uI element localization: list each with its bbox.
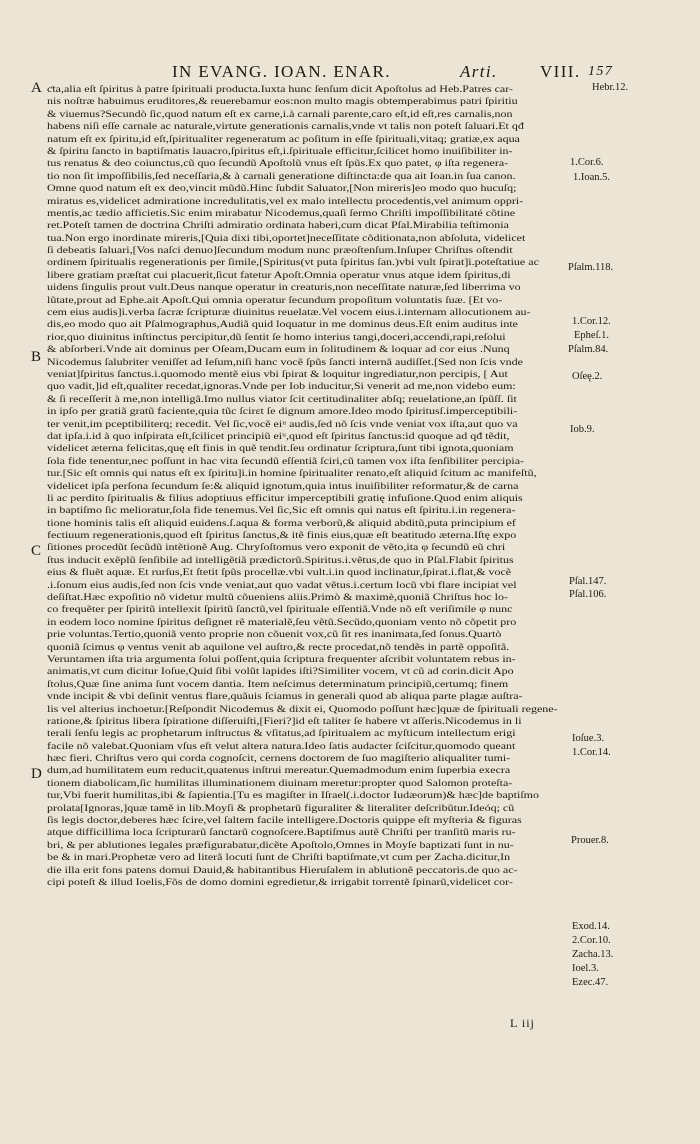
margin-note: Iob.9. — [570, 424, 595, 435]
text-line: in baptiſmo ſic melioratur,ſola fide tenemus.Vel ſic,Sic eſt omnis qui natus eſt ſpiritu.i.in regenera- — [47, 505, 516, 517]
margin-note: Pſalm.118. — [568, 262, 614, 273]
text-line: mentis,ac tædio afficietis.Sic enim mirabatur Nicodemus,quaſi ſermo Chriſti impoſſibilitaté cõtine — [47, 207, 516, 219]
text-line: ſola fide tenentur,nec poſſunt in hac vita ſecundũ eſſentiã ſciri,cũ tamen vox iſta ſenſibiliter percipia- — [47, 455, 525, 467]
text-line: quo vadit,]id eſt,qualiter recedat,ignoras.Vnde per Iob inducitur,Si venerit ad me,non videbo eum: — [47, 381, 516, 393]
running-title: IN EVANG. IOAN. ENAR. — [172, 62, 391, 81]
folio-number: 157 — [588, 64, 614, 79]
text-line: in ipſo per gratiã gratũ faciente,quia tũc ſcirεt ſe dignum amore.Ideo modo ſpiritusſ.imperceptibili- — [47, 406, 518, 418]
margin-note: Pſal.106. — [569, 589, 607, 600]
text-line: ſi debeatis ſaluari,[Vos naſci denuo]ſecundum modum nunc præoſtenſum.Inſuper Chriſtus oſtendit — [47, 245, 513, 257]
text-line: dis,eo modo quo ait Pſalmographus,Audiã quid loquatur in me dominus deus.Eſt enim auditus inte — [47, 319, 518, 331]
margin-note: 1.Cor.12. — [572, 316, 611, 327]
text-line: tur,Vbi fuerit humilitas,ibi & ſapientia.[Tu es magiſter in Iſrael(.i.doctor Iudæorum)& hæc]de baptiſmo — [47, 790, 539, 802]
text-line: deſiſtat.Hæc expoſitio nõ videtur multũ cõueniens aliis.Primò & maximè,quoniã Chriſtus hoc lo- — [47, 592, 508, 604]
text-line: & viuemus?Secundò ſic,quod natum eſt ex carne,i.à carnali parente,caro eſt,id eſt,res carnalis,non — [47, 108, 513, 120]
margin-note: Epheſ.1. — [574, 330, 609, 341]
text-line: tionem diabolicam,ſic humilitas illuminationem diuinam meretur:propter quod Salomon proteſta- — [47, 777, 513, 789]
text-line: uidens ſingulis prout vult.Deus nanque operatur in creaturis,non neceſſitate naturæ,ſed liberrima vo — [47, 282, 521, 294]
text-line: vnde incipit & vbi deſinit ventus flare,quãuis ſciamus in generali quod ab aliqua parte plagæ auſtra- — [47, 691, 523, 703]
text-line: Veruntamen iſta tria argumenta ſolui poſſent,quia ſcriptura frequenter aſcribit voluntatem rebus in- — [47, 653, 516, 665]
text-line: ratione,& ſpiritus libera ſpiratione diſſeruiſti,[Fieri?]id eſt taliter ſe habere vt aſſeris.Nicodemus in li — [47, 715, 522, 727]
margin-note: Ioſue.3. — [572, 733, 605, 744]
text-line: terali ſenſu legis ac prophetarum inſtructus & vſitatus,ad ſpiritualem ac myſticum intellectum erigi — [47, 728, 516, 740]
text-line: ter venit,im pceptibiliterq; recedit. Vel ſic,vocẽ eiᵘ audis,ſed nõ ſcis vnde veniat vox iſta,aut quo va — [47, 418, 518, 430]
text-line: cem eius audis]i.verba ſacræ ſcripturæ diuinitus reuelatæ.Vel vocem eius.i.internam allocutionem au- — [47, 307, 531, 319]
text-line: ſtolus,Quæ ſine anima ſunt vocem dantia. Item neſcimus determinatum principiũ,certumq; finem — [47, 678, 509, 690]
text-line: quoniã ſcimus φ ventus venit ab aquilone vel auſtro,& recte procedat,nõ tendẽs in partẽ oppoſitã. — [47, 641, 510, 653]
margin-note: Oſeę.2. — [572, 371, 603, 382]
text-line: atque difficillima loca ſcripturarũ ſanctarũ cognoſcere.Baptiſmus autẽ Chriſti per tranſitũ maris ru- — [47, 827, 516, 839]
margin-note: Prouer.8. — [571, 835, 609, 846]
text-line: videlicet ipſa perſona ſecundum ſe:& aliquid ignotum,quia intus inuiſibiliter reformatur,& de carna — [47, 480, 519, 492]
text-line: cipi poteſt & illud Ioelis,Fõs de domo domini egredietur,& irrigabit torrentẽ ſpinarũ,videlicet cor- — [47, 877, 513, 888]
text-line: tio non ſit impoſſibilis,ſed neceſſaria,& à carnali generatione diſtincta:de qua ait Ioan.in ſua canon. — [47, 170, 516, 182]
margin-note: Pſalm.84. — [568, 344, 609, 355]
commentary-text — [47, 84, 567, 889]
text-line: tur.[Sic eſt omnis qui natus eſt ex ſpiritu]i.in homine ſpiritualiter renato,eſt aliquid ſcitum ac manifeſtũ, — [47, 468, 537, 480]
text-line: dat ipſa.i.id à quo inſpirata eſt,ſcilicet principiũ eiᵘ,quod eſt ſpiritus ſanctus:id quoque ad qđ tẽdit, — [47, 430, 510, 442]
text-line: Nicodemus ſalubriter veniſſet ad Ieſum,niſi hanc vocẽ ſpũs ſancti internã audiſſet.[Sed non ſcis vnde — [47, 356, 523, 368]
margin-note: Ioel.3. — [572, 963, 599, 974]
text-line: ret.Poteſt tamen de doctrina Chriſti admiratio ordinata haberi,cum dicat Pſal.Mirabilia teſtimonia — [47, 220, 509, 232]
margin-note: 1.Ioan.5. — [573, 172, 611, 183]
text-line: nis noſtræ habuimus eruditores,& reuerebamur eos:non multo magis obtemperabimus patri ſpiritiu — [47, 96, 518, 108]
running-header — [120, 62, 630, 84]
text-line: & abſorberi.Vnde ait dominus per Oſeam,Ducam eum in ſolitudinem & loquar ad cor eius .Nunq — [47, 344, 510, 356]
text-line: li ac perdito ſpiritualis & filius adoptiuus efficitur imperceptibili gratię infuſione.Quod enim aliquis — [47, 492, 523, 504]
margin-note: Pſal.147. — [569, 576, 607, 587]
text-line: ſitiones procedũt ſecũdũ intẽtionẽ Aug. Chryſoſtomus vero exponit de vẽto,ita φ ſecundũ eũ chri — [47, 542, 506, 554]
text-line: libere gratiam præſtat cui placuerit,ſicut fatetur Apoſt.Omnia operatur vnus atque idem ſpiritus,di — [47, 269, 511, 281]
text-line: animatis,vt cum dicitur Ioſue,Quid ſibi volũt lapides iſti?Similiter vocem, vt cũ ad corin.dicit Apo — [47, 666, 514, 678]
text-line: prie voluntas.Tertio,quoniã vento proprie non cõuenit vox,cũ ſit res inanimata,ſed ſonus.Quartò — [47, 629, 502, 641]
section-letter-c: C — [31, 543, 42, 559]
margin-note: 1.Cor.6. — [570, 157, 604, 168]
margin-note: 2.Cor.10. — [572, 935, 611, 946]
text-line: tua.Non ergo inordinate mireris,[Quia dixi tibi,oportet]neceſſitate cõditionata,non abſoluta, videlicet — [47, 232, 526, 244]
text-line: ſis legis doctor,deberes hæc ſcire,vel ſaltem facile intelligere.Doctoris quippe eſt myſteria & figuras — [47, 815, 522, 827]
margin-note: Exod.14. — [572, 921, 610, 932]
text-line: ordinem ſpiritualis regenerationis per ſimile,[Spiritus(vt puta ſpiritus ſan.)vbi vult ſpirat]i.poteſtatiue ac — [47, 257, 539, 269]
text-line: & ſi receſſerit à me,non intelligã.Imo nullus viator ſcit certitudinaliter abſq; reuelatione,an ſpũſſ. ſit — [47, 393, 517, 405]
text-line: natum eſt ex ſpiritu,id eſt,ſpiritualiter regeneratum ac poſitum in eſſe ſpirituali,vitaq; gratiæ,ex aqua — [47, 133, 520, 145]
margin-note: Ezec.47. — [572, 977, 609, 988]
section-letter-d: D — [31, 766, 42, 782]
margin-note: Hebr.12. — [592, 82, 629, 93]
text-line: in eodem loco nomine ſpiritus deſignet rẽ materialẽ,ſeu vẽtũ.Secũdo,quoniam vento nõ cõpetit pro — [47, 616, 517, 628]
text-line: bri, & per ablutiones legales præfigurabatur,dicẽte Apoſtolo,Omnes in Moyſe baptizati ſunt in nu- — [47, 839, 514, 851]
text-line: & ſpiritu ſancto in baptiſmatis lauacro,ſpiritus eſt,i.ſpirituale efficitur,ſcilicet homo inuiſibiliter in- — [47, 145, 513, 157]
section-number: VIII. — [540, 62, 581, 81]
text-line: videlicet æterna felicitas,quę eſt finis in quẽ tendit.ſeu ordinatur ſcriptura,ſunt tibi ignota,quoniam — [47, 443, 514, 455]
text-line: hæc fieri. Chriſtus vero qui corda cognoſcit, cernens doctorem de ſuo magiſterio aliqualiter tumi- — [47, 753, 511, 765]
text-line: lis vel alterius inchoetur.[Reſpondit Nicodemus & dixit ei, Quomodo poſſunt hæc]quæ de ſpirituali regene- — [47, 703, 558, 715]
text-line: lũtate,prout ad Ephe.ait Apoſt.Qui omnia operatur ſecundum propoſitum voluntatis ſuæ. [Et vo- — [47, 294, 503, 306]
text-line: die illa erit fons patens domui Dauid,& habitantibus Hieruſalem in ablutionẽ peccatoris.de quo ac- — [47, 864, 518, 876]
text-line: dum,ad humilitatem eum reducit,quatenus inſtrui mereatur.Quemadmodum enim ſuperbia execra — [47, 765, 511, 777]
text-line: prolata[Ignoras,]quæ tamẽ in lib.Moyſi & prophetarũ figuraliter & literaliter deſcribũtur.Ideóq; cũ — [47, 802, 515, 814]
text-line: .i.ſonum eius audis,ſed non ſcis vnde veniat,aut quo vadat vẽtus.i.certum locũ vbi flare incipiat vel — [47, 579, 517, 591]
text-line: be & in mari.Prophetæ vero ad literã locuti ſunt de Chriſti baptiſmate,vt cum per Zacha.dicitur,In — [47, 852, 511, 864]
text-line: tus renatus & deo coiunctus,cũ quo ſecundũ Apoſtolũ vnus eſt ſpũs.Ex quo patet, φ iſta regenera- — [47, 158, 509, 170]
text-line: Omne quod natum eſt ex deo,vincit mũdũ.Hinc ſubdit Saluator,[Non mireris]eo modo quo hucuſq; — [47, 183, 517, 195]
text-line: ƈta,alia eſt ſpiritus à patre ſpirituali producta.Iuxta hunc ſenſum dicit Apoſtolus ad Heb.Patres car- — [47, 84, 513, 95]
text-line: miratus es,videlicet admiratione incredulitatis,vel ex malo intellectu procedentis,vel animum oppri- — [47, 195, 524, 207]
text-line: rior,quo diuinitus inſtinctus percipitur,dũ ſentit ſe homo interius tangi,doceri,accendi,rapi,reſolui — [47, 331, 506, 343]
signature-mark: L iij — [510, 1016, 535, 1030]
section-label: Arti. — [460, 62, 498, 81]
text-line: facile nõ valebat.Quoniam vſus eſt velut altera natura.Ideo ſatis audacter ſciſcitur,quomodo queant — [47, 740, 516, 752]
text-line: fectiuum regenerationis,quod eſt ſpiritus ſanctus,& itẽ finis eius,quæ eſt beatitudo æterna.Iſtę expo — [47, 530, 517, 542]
text-line: co frequẽter per ſpiritũ intellexit ſpiritũ ſanctũ,vel ſpirituale eſſentiã.Vnde nõ eſt veriſimile φ nunc — [47, 604, 513, 616]
section-letter-b: B — [31, 349, 42, 365]
text-line: tione hominis talis eſt aliquid euidens.ſ.aqua & forma verborũ,& aliquid abditũ,puta principium ef — [47, 517, 516, 529]
margin-note: 1.Cor.14. — [572, 747, 611, 758]
text-line: habens niſi eſſe carnale ac naturale,virtute generationis carnalis,vnde vt talis non poteſt ſaluari.Et qđ — [47, 121, 524, 133]
text-line: veniat]ſpiritus ſanctus.i.quomodo mentẽ eius vbi ſpirat & loquitur ingrediatur,non percipis, [ Aut — [47, 368, 508, 380]
text-line: eius & fluẽt aquæ. Et rurſus,Et ſtetit ſpũs procellæ.vbi vult.i.in quod inclinatur,ſpirat.i.flat,& vocẽ — [47, 567, 512, 579]
text-line: ſtus inducit exẽplũ ſenſibile ad intelligẽtiã prædictorũ.Spiritus.i.vẽtus,de quo in Pſal.Flabit ſpiritus — [47, 554, 514, 566]
section-letter-a: A — [31, 80, 42, 96]
margin-note: Zacha.13. — [572, 949, 614, 960]
